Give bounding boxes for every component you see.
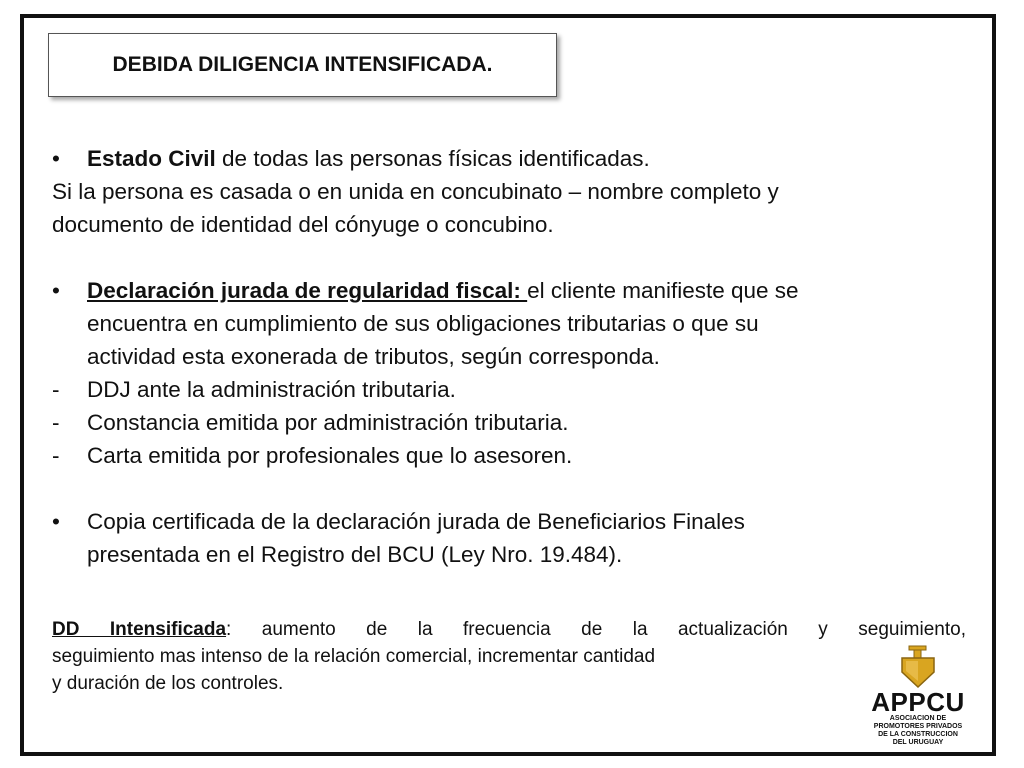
dash-item — [52, 439, 972, 472]
estado-civil-label: Estado Civil — [87, 146, 216, 171]
bullet-marker: • — [52, 146, 60, 171]
dash-marker: - — [52, 410, 60, 435]
footer-line-2: seguimiento mas intenso de la relación comercial, incrementar cantidad — [52, 646, 656, 667]
logo-subtitle — [868, 715, 968, 747]
footer-line-3: y duración de los controles. — [52, 673, 284, 694]
copia-certificada-line-2: presentada en el Registro del BCU (Ley Nro. 19.484). — [87, 542, 623, 567]
footer-label: DD Intensificada — [52, 619, 227, 640]
estado-civil-text: de todas las personas físicas identificadas. — [215, 146, 650, 171]
dash-item-text: Constancia emitida por administración tributaria. — [87, 410, 569, 435]
logo-subtitle-line: PROMOTORES PRIVADOS — [873, 723, 963, 730]
copia-certificada-bullet — [52, 505, 972, 538]
estado-civil-line-2: Si la persona es casada o en unida en concubinato – nombre completo y — [52, 179, 779, 204]
dash-item-text: Carta emitida por profesionales que lo asesoren. — [87, 443, 573, 468]
footer-line-1 — [52, 616, 966, 643]
copia-certificada-text: Copia certificada de la declaración jurada de Beneficiarios Finales — [87, 509, 745, 534]
shovel-icon — [868, 645, 968, 689]
footer-note — [52, 616, 966, 697]
declaracion-fiscal-label: Declaración jurada de regularidad fiscal: — [87, 278, 528, 303]
bullet-marker: • — [52, 509, 60, 534]
declaracion-fiscal-line-2: encuentra en cumplimiento de sus obligaciones tributarias o que su — [87, 311, 759, 336]
logo-name: APPCU — [871, 687, 965, 717]
declaracion-fiscal-text: el cliente manifieste que se — [527, 278, 799, 303]
dash-item — [52, 373, 972, 406]
declaracion-fiscal-line-3: actividad esta exonerada de tributos, según corresponda. — [87, 344, 660, 369]
dash-item-text: DDJ ante la administración tributaria. — [87, 377, 456, 402]
logo-subtitle-line: DE LA CONSTRUCCION — [878, 731, 958, 738]
estado-civil-line-3: documento de identidad del cónyuge o concubino. — [52, 212, 554, 237]
appcu-logo — [868, 645, 968, 745]
dash-marker: - — [52, 443, 60, 468]
slide-title-box — [48, 33, 557, 97]
dash-marker: - — [52, 377, 60, 402]
declaracion-fiscal-bullet — [52, 274, 972, 307]
slide-body — [52, 142, 972, 571]
footer-line-1-text: : aumento de la frecuencia de la actualización y seguimiento, — [226, 619, 966, 640]
logo-subtitle-line: DEL URUGUAY — [892, 739, 944, 746]
bullet-marker: • — [52, 278, 60, 303]
dash-item — [52, 406, 972, 439]
logo-subtitle-line: ASOCIACION DE — [889, 715, 947, 722]
slide-title: DEBIDA DILIGENCIA INTENSIFICADA. — [112, 53, 493, 76]
estado-civil-bullet — [52, 142, 972, 175]
